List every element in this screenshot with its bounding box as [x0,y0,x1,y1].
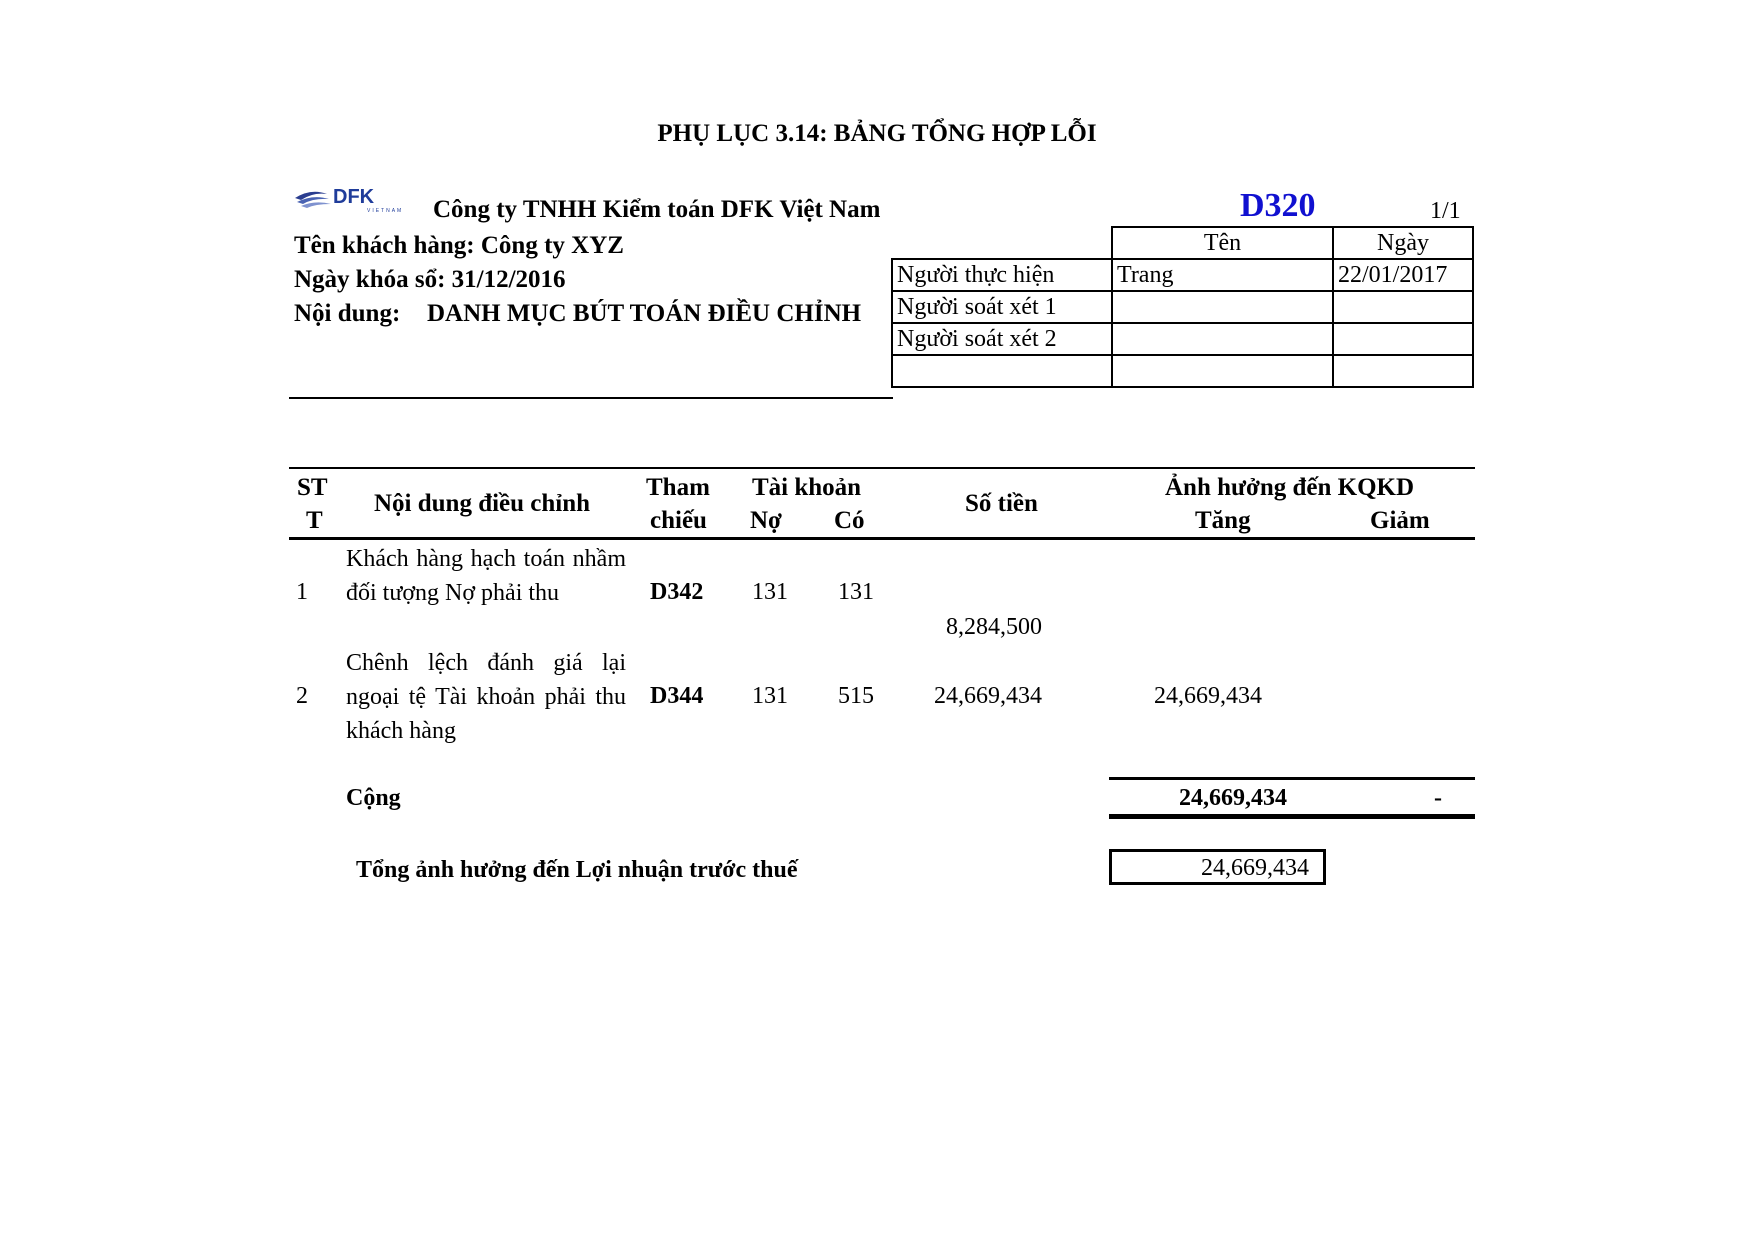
row-increase: 24,669,434 [1154,683,1262,709]
page-title: PHỤ LỤC 3.14: BẢNG TỔNG HỢP LỖI [657,120,1097,147]
row-credit: 131 [838,579,874,605]
header-stt-2: T [306,507,323,534]
header-increase: Tăng [1195,507,1251,534]
col-name-header: Tên [1112,227,1333,259]
row-ref: D344 [650,683,704,709]
client-name: Tên khách hàng: Công ty XYZ [294,232,624,259]
company-name: Công ty TNHH Kiểm toán DFK Việt Nam [433,196,881,223]
row-amount: 24,669,434 [934,683,1042,709]
row-credit: 515 [838,683,874,709]
total-label: Cộng [346,785,401,811]
signoff-role: Người soát xét 1 [892,291,1112,323]
signoff-name [1112,323,1333,355]
row-debit: 131 [752,683,788,709]
row-amount: 8,284,500 [946,614,1042,640]
header-content: Nội dung điều chỉnh [374,490,591,517]
dfk-logo-icon [293,184,419,214]
total-decrease: - [1434,785,1442,811]
page-number: 1/1 [1430,198,1461,224]
table-header-rule [289,537,1475,540]
signoff-date [1333,291,1473,323]
content-label: Nội dung: [294,300,401,327]
document-code: D320 [1240,187,1316,224]
header-decrease: Giảm [1370,507,1430,534]
signoff-table [891,226,1474,388]
row-stt: 2 [296,683,308,709]
header-ref-2: chiếu [650,507,707,534]
col-date-header: Ngày [1333,227,1473,259]
header-impact: Ảnh hưởng đến KQKD [1165,474,1415,501]
total-bottom-rule [1109,814,1475,819]
content-value: DANH MỤC BÚT TOÁN ĐIỀU CHỈNH [427,300,862,327]
header-divider [289,397,893,399]
closing-date: Ngày khóa sổ: 31/12/2016 [294,266,566,293]
table-top-rule [289,467,1475,469]
grand-total-label: Tổng ảnh hưởng đến Lợi nhuận trước thuế [356,857,798,883]
signoff-role [892,355,1112,387]
header-debit: Nợ [750,507,782,534]
signoff-date: 22/01/2017 [1333,259,1473,291]
svg-text:DFK: DFK [333,186,375,208]
row-debit: 131 [752,579,788,605]
header-credit: Có [834,507,865,534]
header-account: Tài khoản [752,474,862,501]
header-ref: Tham [646,474,710,501]
total-top-rule [1109,777,1475,780]
row-content: Chênh lệch đánh giá lại ngoại tệ Tài khoản phải thu khách hàng [346,650,626,744]
signoff-name [1112,355,1333,387]
signoff-name: Trang [1112,259,1333,291]
row-stt: 1 [296,579,308,605]
header-stt: ST [297,474,328,501]
svg-text:VIETNAM: VIETNAM [367,208,404,214]
grand-total-value: 24,669,434 [1109,849,1326,885]
signoff-role: Người thực hiện [892,259,1112,291]
signoff-name [1112,291,1333,323]
row-ref: D342 [650,579,704,605]
signoff-date [1333,323,1473,355]
total-increase: 24,669,434 [1179,785,1287,811]
row-content: Khách hàng hạch toán nhầm đối tượng Nợ phải thu [346,546,626,606]
signoff-date [1333,355,1473,387]
header-amount: Số tiền [965,490,1038,517]
signoff-role: Người soát xét 2 [892,323,1112,355]
